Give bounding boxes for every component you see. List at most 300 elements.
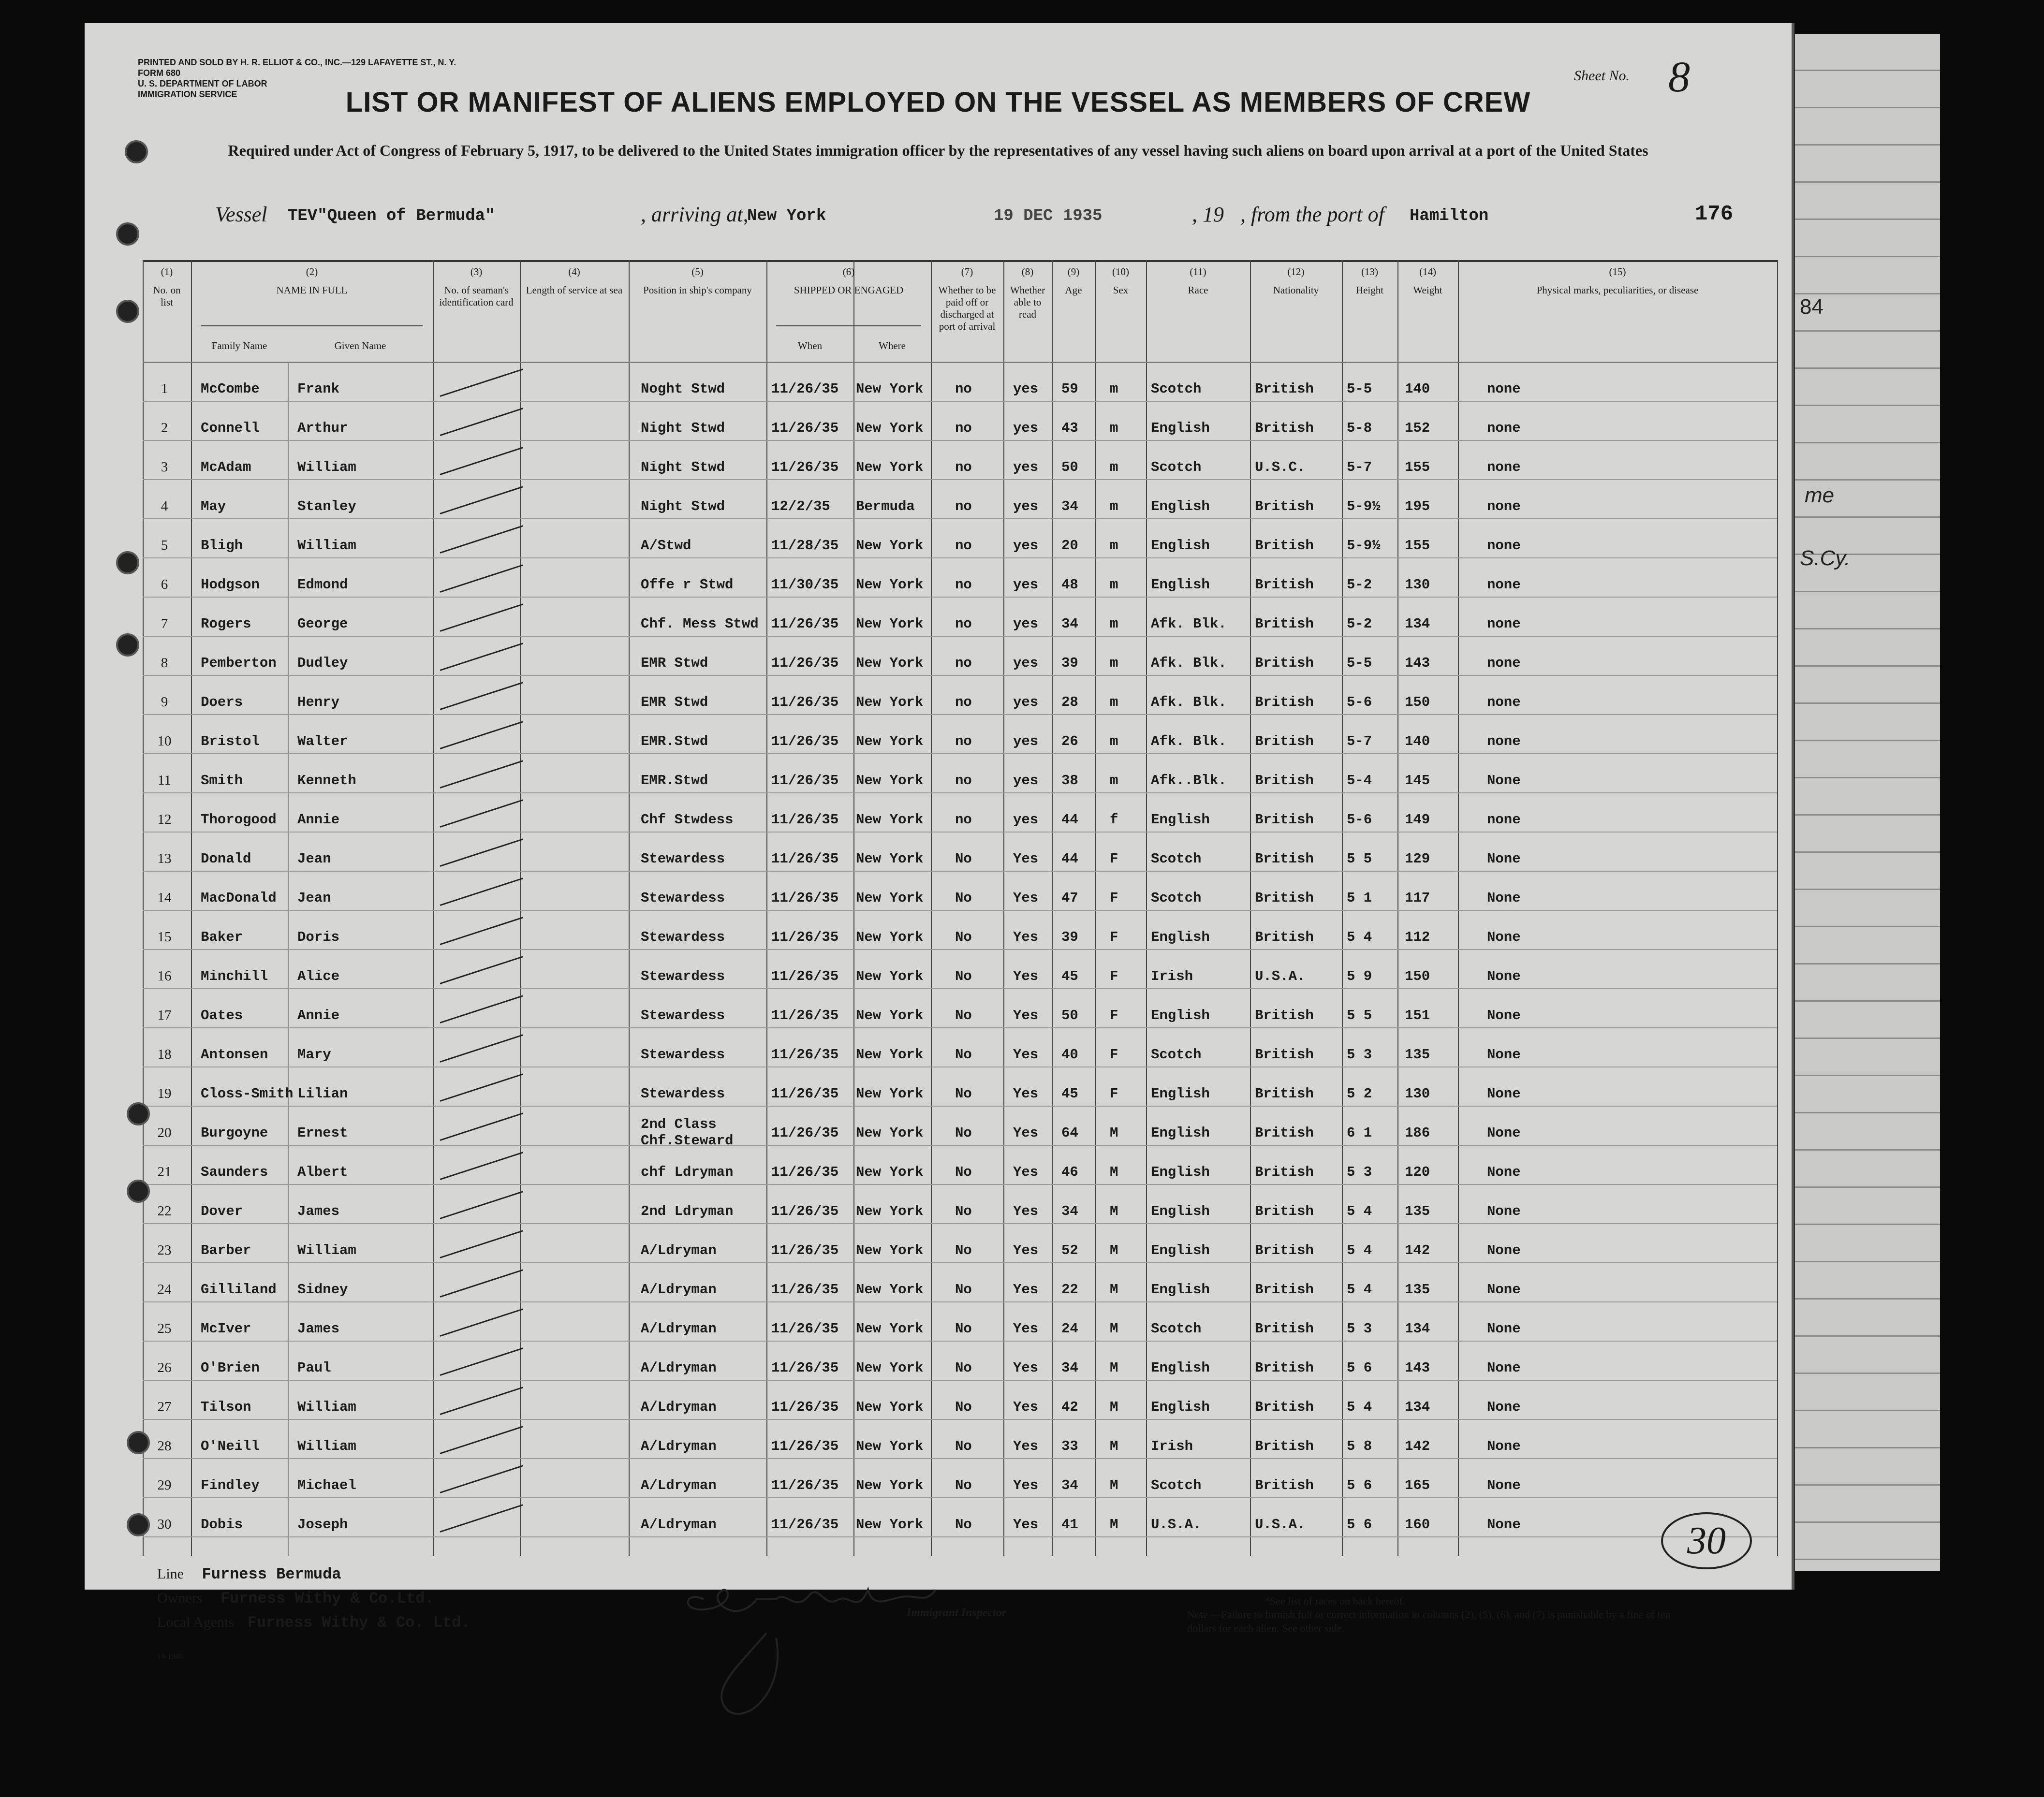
family-name-cell: Thorogood	[201, 812, 277, 828]
paid-off-cell: no	[955, 694, 972, 710]
age-cell: 59	[1061, 381, 1078, 397]
physical-marks-cell: none	[1487, 655, 1521, 671]
paid-off-cell: No	[955, 1477, 972, 1493]
row-number-cell: 2	[161, 420, 168, 436]
binder-hole	[116, 551, 139, 574]
sheet-number-label: Sheet No.	[1574, 68, 1630, 84]
able-to-read-cell: Yes	[1013, 1438, 1039, 1454]
row-number-cell: 19	[157, 1086, 172, 1101]
table-row	[143, 1086, 1777, 1125]
nationality-cell: British	[1255, 1399, 1314, 1415]
column-number: (8)	[1021, 266, 1034, 278]
shipped-where-cell: New York	[856, 1517, 924, 1533]
race-cell: Scotch	[1151, 1477, 1202, 1493]
paid-off-cell: No	[955, 1242, 972, 1258]
nationality-cell: British	[1255, 929, 1314, 945]
row-number-cell: 26	[157, 1360, 172, 1375]
table-row	[143, 968, 1777, 1008]
height-cell: 5-2	[1347, 616, 1372, 632]
able-to-read-cell: yes	[1013, 694, 1039, 710]
shipped-when-cell: 11/26/35	[771, 420, 839, 436]
shipped-where-cell: New York	[856, 890, 924, 906]
adjacent-page-strip	[1795, 34, 1940, 1571]
nationality-cell: British	[1255, 616, 1314, 632]
position-cell: 2nd Class Chf.Steward	[641, 1116, 734, 1149]
position-cell: A/Ldryman	[641, 1438, 717, 1454]
nationality-cell: British	[1255, 498, 1314, 514]
table-row	[143, 1047, 1777, 1086]
paid-off-cell: No	[955, 890, 972, 906]
race-cell: English	[1151, 1282, 1210, 1298]
given-name-cell: William	[297, 459, 356, 475]
nationality-cell: British	[1255, 538, 1314, 554]
sex-cell: M	[1110, 1399, 1118, 1415]
nationality-cell: British	[1255, 1086, 1314, 1102]
nationality-cell: British	[1255, 1008, 1314, 1023]
table-row	[143, 381, 1777, 420]
given-name-cell: Kenneth	[297, 773, 356, 789]
given-name-cell: Alice	[297, 968, 340, 984]
shipped-where-cell: New York	[856, 1008, 924, 1023]
column-number: (13)	[1361, 266, 1378, 278]
row-number-cell: 27	[157, 1399, 172, 1415]
shipped-when-cell: 11/26/35	[771, 1242, 839, 1258]
shipped-where-cell: New York	[856, 420, 924, 436]
column-header: NAME IN FULL	[276, 284, 348, 296]
sex-cell: F	[1110, 851, 1118, 867]
arriving-label: , arriving at,	[641, 203, 749, 226]
sex-cell: m	[1110, 459, 1118, 475]
weight-cell: 120	[1405, 1164, 1430, 1180]
given-name-cell: Stanley	[297, 498, 356, 514]
sex-cell: m	[1110, 577, 1118, 593]
weight-cell: 142	[1405, 1438, 1430, 1454]
race-cell: English	[1151, 1242, 1210, 1258]
race-cell: English	[1151, 498, 1210, 514]
race-cell: Afk. Blk.	[1151, 616, 1227, 632]
able-to-read-cell: Yes	[1013, 1360, 1039, 1376]
age-cell: 52	[1061, 1242, 1078, 1258]
row-number-cell: 25	[157, 1321, 172, 1336]
age-cell: 46	[1061, 1164, 1078, 1180]
weight-cell: 134	[1405, 1321, 1430, 1337]
able-to-read-cell: Yes	[1013, 1399, 1039, 1415]
given-name-cell: Edmond	[297, 577, 348, 593]
weight-cell: 150	[1405, 968, 1430, 984]
row-number-cell: 20	[157, 1125, 172, 1140]
agents-field: Local Agents Furness Withy & Co. Ltd.	[157, 1614, 471, 1632]
physical-marks-cell: none	[1487, 498, 1521, 514]
height-cell: 5 5	[1347, 1008, 1372, 1023]
age-cell: 48	[1061, 577, 1078, 593]
nationality-cell: British	[1255, 1321, 1314, 1337]
given-name-cell: George	[297, 616, 348, 632]
shipped-where-cell: New York	[856, 1282, 924, 1298]
height-cell: 5 5	[1347, 851, 1372, 867]
position-cell: EMR.Stwd	[641, 773, 708, 789]
race-cell: English	[1151, 1086, 1210, 1102]
family-name-cell: Gilliland	[201, 1282, 277, 1298]
shipped-when-cell: 11/26/35	[771, 1399, 839, 1415]
position-cell: A/Ldryman	[641, 1399, 717, 1415]
race-cell: Scotch	[1151, 851, 1202, 867]
table-row	[143, 420, 1777, 459]
physical-marks-cell: None	[1487, 1321, 1521, 1337]
paid-off-cell: no	[955, 616, 972, 632]
able-to-read-cell: Yes	[1013, 1008, 1039, 1023]
row-number-cell: 3	[161, 459, 168, 475]
physical-marks-cell: None	[1487, 1125, 1521, 1141]
nationality-cell: British	[1255, 851, 1314, 867]
sex-cell: F	[1110, 890, 1118, 906]
column-header: Nationality	[1273, 284, 1319, 296]
height-cell: 6 1	[1347, 1125, 1372, 1141]
physical-marks-cell: none	[1487, 694, 1521, 710]
column-number: (9)	[1067, 266, 1080, 278]
physical-marks-cell: None	[1487, 929, 1521, 945]
shipped-when-cell: 11/26/35	[771, 655, 839, 671]
height-cell: 5-5	[1347, 381, 1372, 397]
shipped-where-cell: New York	[856, 1360, 924, 1376]
sex-cell: M	[1110, 1321, 1118, 1337]
shipped-when-cell: 11/26/35	[771, 1008, 839, 1023]
nationality-cell: British	[1255, 890, 1314, 906]
weight-cell: 112	[1405, 929, 1430, 945]
age-cell: 34	[1061, 1360, 1078, 1376]
age-cell: 34	[1061, 1477, 1078, 1493]
family-name-cell: Hodgson	[201, 577, 260, 593]
age-cell: 34	[1061, 616, 1078, 632]
sex-cell: M	[1110, 1360, 1118, 1376]
shipped-when-cell: 11/26/35	[771, 694, 839, 710]
nationality-cell: British	[1255, 1125, 1314, 1141]
weight-cell: 152	[1405, 420, 1430, 436]
table-row	[143, 1477, 1777, 1517]
row-number-cell: 8	[161, 655, 168, 671]
vessel-label: Vessel	[215, 203, 267, 226]
able-to-read-cell: yes	[1013, 420, 1039, 436]
given-name-cell: William	[297, 1399, 356, 1415]
age-cell: 34	[1061, 498, 1078, 514]
given-name-cell: Arthur	[297, 420, 348, 436]
row-number-cell: 21	[157, 1164, 172, 1180]
shipped-when-cell: 11/26/35	[771, 1164, 839, 1180]
age-cell: 28	[1061, 694, 1078, 710]
sheet-number-value: 8	[1668, 53, 1690, 101]
paid-off-cell: no	[955, 812, 972, 828]
race-cell: English	[1151, 812, 1210, 828]
family-name-cell: MacDonald	[201, 890, 277, 906]
able-to-read-cell: yes	[1013, 381, 1039, 397]
sex-cell: M	[1110, 1477, 1118, 1493]
paid-off-cell: No	[955, 1321, 972, 1337]
position-cell: EMR Stwd	[641, 655, 708, 671]
position-cell: Chf. Mess Stwd	[641, 616, 759, 632]
physical-marks-cell: None	[1487, 1086, 1521, 1102]
column-number: (11)	[1190, 266, 1206, 278]
shipped-where-cell: New York	[856, 1477, 924, 1493]
shipped-where-cell: New York	[856, 577, 924, 593]
row-number-cell: 28	[157, 1438, 172, 1454]
sex-cell: m	[1110, 655, 1118, 671]
column-header: No. on list	[153, 284, 181, 308]
shipped-when-cell: 11/26/35	[771, 890, 839, 906]
column-header: Physical marks, peculiarities, or disease	[1536, 284, 1699, 296]
race-cell: English	[1151, 1164, 1210, 1180]
weight-cell: 155	[1405, 538, 1430, 554]
nationality-cell: British	[1255, 1203, 1314, 1219]
nationality-cell: British	[1255, 1477, 1314, 1493]
given-name-cell: Joseph	[297, 1517, 348, 1533]
race-cell: English	[1151, 1399, 1210, 1415]
table-row	[143, 812, 1777, 851]
shipped-where-cell: New York	[856, 694, 924, 710]
height-cell: 5-7	[1347, 459, 1372, 475]
given-name-cell: Henry	[297, 694, 340, 710]
position-cell: Stewardess	[641, 1086, 725, 1102]
nationality-cell: British	[1255, 655, 1314, 671]
from-port-label: , from the port of	[1240, 203, 1384, 226]
able-to-read-cell: Yes	[1013, 1517, 1039, 1533]
sex-cell: M	[1110, 1282, 1118, 1298]
race-cell: English	[1151, 1008, 1210, 1023]
height-cell: 5-6	[1347, 694, 1372, 710]
age-cell: 41	[1061, 1517, 1078, 1533]
given-name-cell: Jean	[297, 890, 331, 906]
given-name-cell: Michael	[297, 1477, 356, 1493]
physical-marks-cell: None	[1487, 1360, 1521, 1376]
height-cell: 5 1	[1347, 890, 1372, 906]
shipped-where-cell: New York	[856, 1164, 924, 1180]
column-subheader: Given Name	[334, 340, 386, 351]
race-cell: English	[1151, 1125, 1210, 1141]
age-cell: 47	[1061, 890, 1078, 906]
family-name-cell: Doers	[201, 694, 243, 710]
position-cell: Stewardess	[641, 890, 725, 906]
height-cell: 5 3	[1347, 1164, 1372, 1180]
height-cell: 5 4	[1347, 1242, 1372, 1258]
given-name-cell: Sidney	[297, 1282, 348, 1298]
given-name-cell: James	[297, 1203, 340, 1219]
able-to-read-cell: yes	[1013, 773, 1039, 789]
age-cell: 45	[1061, 1086, 1078, 1102]
race-cell: Scotch	[1151, 1321, 1202, 1337]
age-cell: 44	[1061, 851, 1078, 867]
shipped-when-cell: 11/26/35	[771, 616, 839, 632]
given-name-cell: Doris	[297, 929, 340, 945]
table-row	[143, 1399, 1777, 1438]
sex-cell: M	[1110, 1164, 1118, 1180]
able-to-read-cell: Yes	[1013, 1477, 1039, 1493]
paid-off-cell: No	[955, 1086, 972, 1102]
height-cell: 5-6	[1347, 812, 1372, 828]
physical-marks-cell: none	[1487, 733, 1521, 749]
vessel-name: TEV"Queen of Bermuda"	[288, 207, 495, 225]
physical-marks-cell: None	[1487, 1203, 1521, 1219]
position-cell: Stewardess	[641, 1047, 725, 1063]
nationality-cell: British	[1255, 694, 1314, 710]
paid-off-cell: no	[955, 498, 972, 514]
table-row	[143, 498, 1777, 538]
physical-marks-cell: none	[1487, 577, 1521, 593]
able-to-read-cell: Yes	[1013, 1125, 1039, 1141]
height-cell: 5 8	[1347, 1438, 1372, 1454]
table-row	[143, 694, 1777, 733]
shipped-when-cell: 11/26/35	[771, 1086, 839, 1102]
family-name-cell: May	[201, 498, 226, 514]
weight-cell: 155	[1405, 459, 1430, 475]
table-row	[143, 1242, 1777, 1282]
shipped-where-cell: New York	[856, 1047, 924, 1063]
table-row	[143, 577, 1777, 616]
weight-cell: 135	[1405, 1047, 1430, 1063]
shipped-where-cell: New York	[856, 773, 924, 789]
physical-marks-cell: none	[1487, 420, 1521, 436]
physical-marks-cell: none	[1487, 381, 1521, 397]
age-cell: 50	[1061, 459, 1078, 475]
given-name-cell: Dudley	[297, 655, 348, 671]
sex-cell: F	[1110, 929, 1118, 945]
physical-marks-cell: none	[1487, 616, 1521, 632]
paid-off-cell: No	[955, 1047, 972, 1063]
physical-marks-cell: None	[1487, 890, 1521, 906]
able-to-read-cell: yes	[1013, 733, 1039, 749]
nationality-cell: British	[1255, 812, 1314, 828]
table-row	[143, 1116, 1777, 1164]
shipped-where-cell: New York	[856, 968, 924, 984]
age-cell: 39	[1061, 929, 1078, 945]
column-header: Age	[1065, 284, 1082, 296]
table-row	[143, 459, 1777, 498]
weight-cell: 143	[1405, 655, 1430, 671]
column-header: No. of seaman's identification card	[439, 284, 514, 308]
able-to-read-cell: yes	[1013, 655, 1039, 671]
strip-number: 84	[1800, 295, 1823, 319]
height-cell: 5-2	[1347, 577, 1372, 593]
weight-cell: 160	[1405, 1517, 1430, 1533]
weight-cell: 140	[1405, 733, 1430, 749]
position-cell: A/Ldryman	[641, 1242, 717, 1258]
race-cell: Scotch	[1151, 381, 1202, 397]
weight-cell: 145	[1405, 773, 1430, 789]
row-number-cell: 9	[161, 694, 168, 710]
nationality-cell: U.S.A.	[1255, 968, 1306, 984]
family-name-cell: Antonsen	[201, 1047, 268, 1063]
table-row	[143, 1360, 1777, 1399]
position-cell: 2nd Ldryman	[641, 1203, 734, 1219]
nationality-cell: U.S.A.	[1255, 1517, 1306, 1533]
table-row	[143, 929, 1777, 968]
page-title: LIST OR MANIFEST OF ALIENS EMPLOYED ON THE VESSEL AS MEMBERS OF CREW	[345, 87, 1531, 118]
physical-marks-cell: None	[1487, 968, 1521, 984]
shipped-when-cell: 11/26/35	[771, 812, 839, 828]
weight-cell: 140	[1405, 381, 1430, 397]
family-name-cell: McCombe	[201, 381, 260, 397]
strip-fragment: me	[1805, 483, 1835, 507]
binder-hole	[127, 1513, 150, 1536]
shipped-when-cell: 11/26/35	[771, 929, 839, 945]
column-subheader: Where	[879, 340, 906, 351]
table-row	[143, 1203, 1777, 1242]
family-name-cell: McIver	[201, 1321, 251, 1337]
shipped-when-cell: 12/2/35	[771, 498, 830, 514]
binder-hole	[116, 222, 139, 246]
circled-total: 30	[1661, 1512, 1752, 1569]
family-name-cell: Baker	[201, 929, 243, 945]
page-subtitle: Required under Act of Congress of February 5, 1917, to be delivered to the United States immigration officer by the representatives of any vessel having such aliens on board upon arrival at a port of the United States	[228, 142, 1648, 159]
column-header: Whether able to read	[1010, 284, 1045, 320]
owners-field: Owners Furness Withy & Co.Ltd.	[157, 1590, 434, 1607]
position-cell: A/Stwd	[641, 538, 691, 554]
age-cell: 40	[1061, 1047, 1078, 1063]
column-header: Sex	[1113, 284, 1129, 296]
shipped-when-cell: 11/26/35	[771, 1125, 839, 1141]
binder-hole	[125, 140, 148, 163]
binder-hole	[116, 300, 139, 323]
binder-hole	[127, 1180, 150, 1203]
shipped-when-cell: 11/28/35	[771, 538, 839, 554]
row-number-cell: 5	[161, 538, 168, 553]
able-to-read-cell: Yes	[1013, 1047, 1039, 1063]
row-number-cell: 14	[157, 890, 172, 906]
race-cell: Irish	[1151, 968, 1193, 984]
family-name-cell: Dobis	[201, 1517, 243, 1533]
sex-cell: m	[1110, 616, 1118, 632]
sex-cell: m	[1110, 420, 1118, 436]
shipped-where-cell: New York	[856, 1242, 924, 1258]
nationality-cell: British	[1255, 1438, 1314, 1454]
column-number: (3)	[470, 266, 483, 278]
able-to-read-cell: yes	[1013, 616, 1039, 632]
physical-marks-cell: none	[1487, 812, 1521, 828]
family-name-cell: Oates	[201, 1008, 243, 1023]
shipped-when-cell: 11/26/35	[771, 773, 839, 789]
row-number-cell: 29	[157, 1477, 172, 1493]
family-name-cell: Saunders	[201, 1164, 268, 1180]
paid-off-cell: no	[955, 381, 972, 397]
shipped-where-cell: New York	[856, 733, 924, 749]
column-number: (12)	[1287, 266, 1305, 278]
manifest-sheet	[85, 23, 1794, 1661]
shipped-when-cell: 11/26/35	[771, 851, 839, 867]
weight-cell: 165	[1405, 1477, 1430, 1493]
age-cell: 50	[1061, 1008, 1078, 1023]
paid-off-cell: No	[955, 1203, 972, 1219]
height-cell: 5-9½	[1347, 538, 1381, 554]
row-number-cell: 1	[161, 381, 168, 396]
able-to-read-cell: Yes	[1013, 1242, 1039, 1258]
family-name-cell: Minchill	[201, 968, 268, 984]
row-number-cell: 7	[161, 616, 168, 631]
family-name-cell: Rogers	[201, 616, 251, 632]
binder-hole	[116, 633, 139, 657]
printer-line: PRINTED AND SOLD BY H. R. ELLIOT & CO., INC.—129 LAFAYETTE ST., N. Y.	[138, 58, 456, 67]
family-name-cell: O'Neill	[201, 1438, 260, 1454]
table-row	[143, 1438, 1777, 1477]
row-number-cell: 6	[161, 577, 168, 592]
paid-off-cell: No	[955, 1125, 972, 1141]
shipped-when-cell: 11/26/35	[771, 459, 839, 475]
height-cell: 5 3	[1347, 1321, 1372, 1337]
table-row	[143, 773, 1777, 812]
given-name-cell: Mary	[297, 1047, 331, 1063]
paid-off-cell: no	[955, 538, 972, 554]
column-number: (7)	[961, 266, 973, 278]
height-cell: 5 9	[1347, 968, 1372, 984]
shipped-where-cell: New York	[856, 1125, 924, 1141]
weight-cell: 143	[1405, 1360, 1430, 1376]
sex-cell: M	[1110, 1517, 1118, 1533]
